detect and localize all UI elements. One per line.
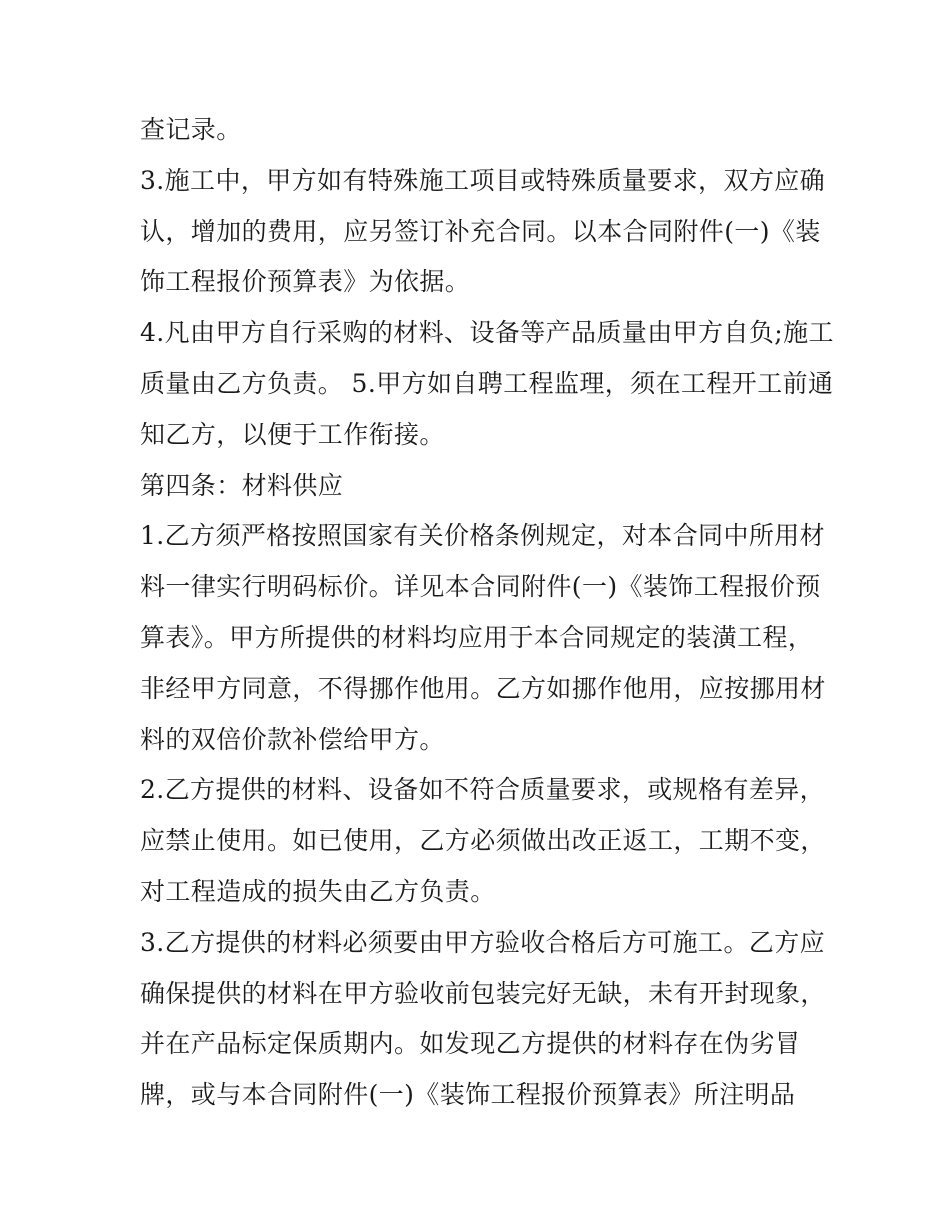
text-line: 应禁止使用。如已使用，乙方必须做出改正返工，工期不变，	[140, 826, 826, 856]
text-line: 牌，或与本合同附件(一)《装饰工程报价预算表》所注明品	[140, 1080, 796, 1110]
text-line: 料的双倍价款补偿给甲方。	[140, 724, 445, 754]
text-line: 并在产品标定保质期内。如发现乙方提供的材料存在伪劣冒	[140, 1029, 801, 1059]
text-line: 查记录。	[140, 115, 242, 144]
text-line: 非经甲方同意，不得挪作他用。乙方如挪作他用，应按挪用材	[140, 673, 826, 703]
text-line: 3.乙方提供的材料必须要由甲方验收合格后方可施工。乙方应	[140, 927, 826, 957]
text-line: 对工程造成的损失由乙方负责。	[140, 876, 496, 906]
text-line: 知乙方，以便于工作衔接。	[140, 419, 445, 449]
text-line: 2.乙方提供的材料、设备如不符合质量要求，或规格有差异，	[140, 775, 826, 805]
text-line: 认，增加的费用，应另签订补充合同。以本合同附件(一)《装	[140, 216, 821, 246]
section-heading: 第四条：材料供应	[140, 470, 344, 500]
text-line: 确保提供的材料在甲方验收前包装完好无缺，未有开封现象，	[140, 978, 826, 1008]
text-line: 料一律实行明码标价。详见本合同附件(一)《装饰工程报价预	[140, 572, 821, 602]
document-body	[140, 105, 834, 1121]
text-line: 1.乙方须严格按照国家有关价格条例规定，对本合同中所用材	[140, 521, 826, 551]
text-line: 算表》。甲方所提供的材料均应用于本合同规定的装潢工程，	[140, 622, 814, 652]
text-line: 3.施工中，甲方如有特殊施工项目或特殊质量要求，双方应确	[140, 165, 826, 195]
text-line: 质量由乙方负责。 5.甲方如自聘工程监理，须在工程开工前通	[140, 368, 834, 398]
text-line: 饰工程报价预算表》为依据。	[140, 267, 471, 297]
text-line: 4.凡由甲方自行采购的材料、设备等产品质量由甲方自负;施工	[140, 318, 834, 348]
